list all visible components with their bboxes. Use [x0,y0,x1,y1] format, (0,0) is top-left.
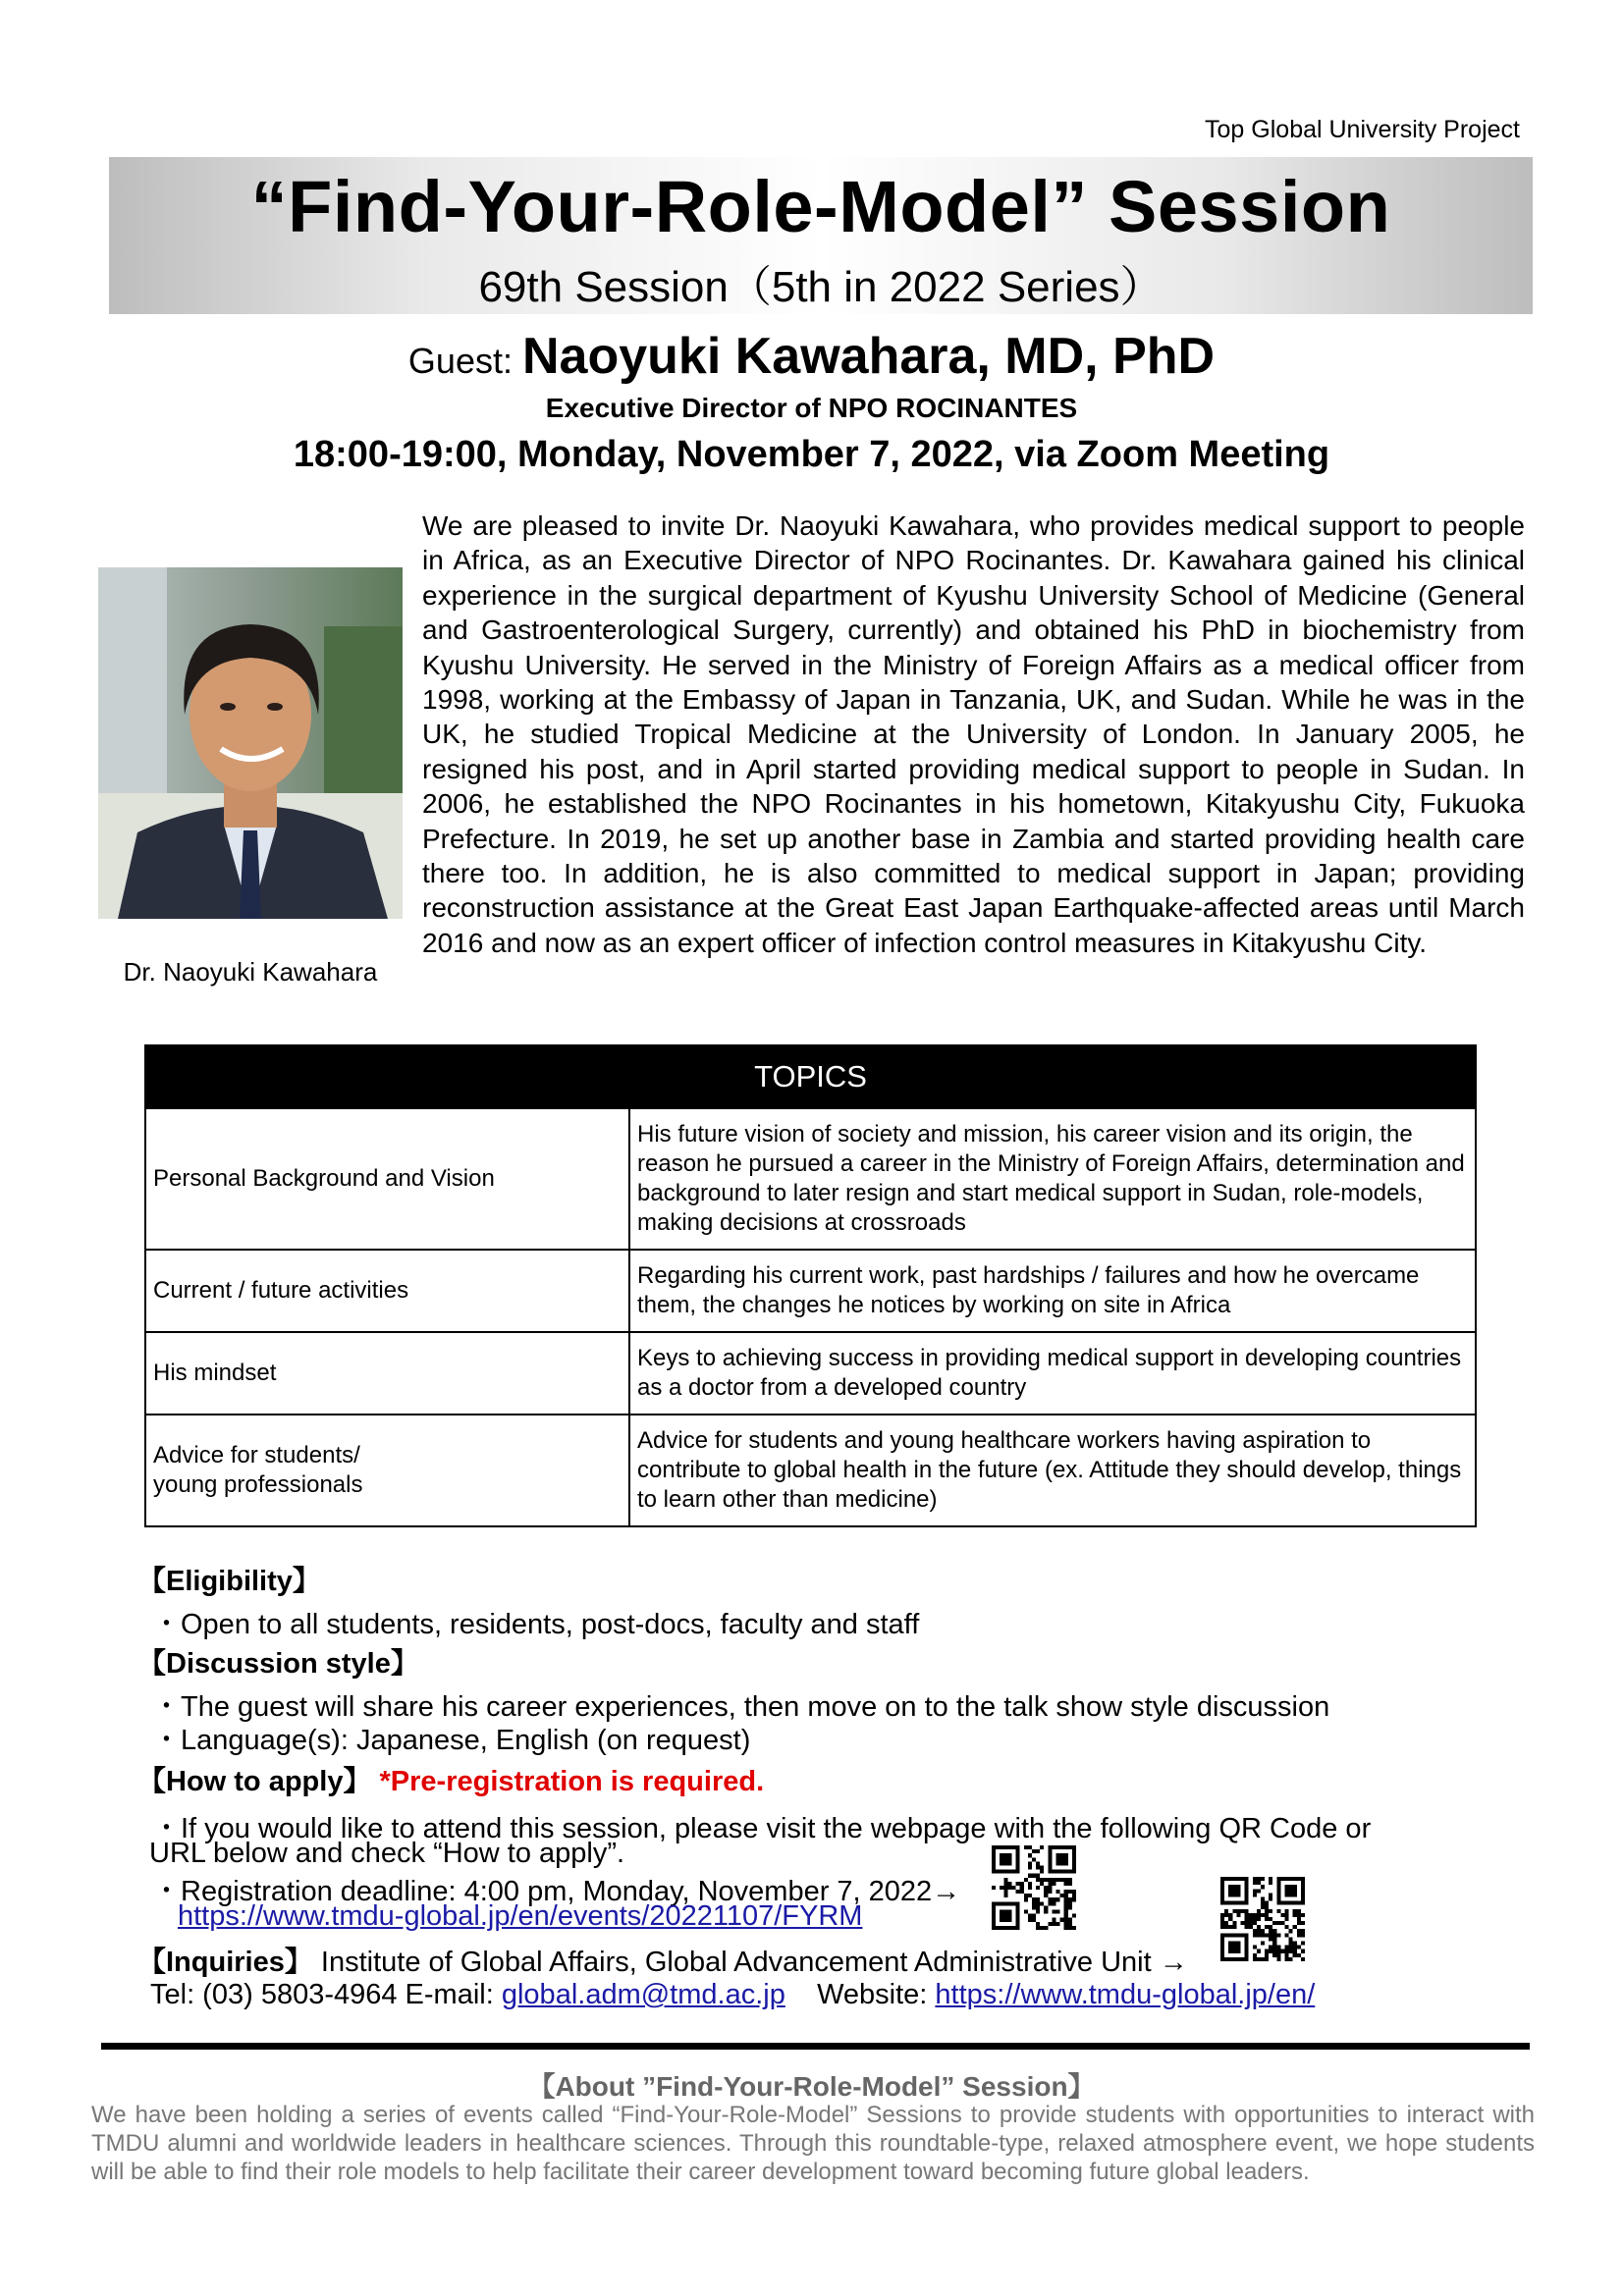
guest-role: Executive Director of NPO ROCINANTES [545,393,1078,423]
registration-qr-code[interactable] [992,1845,1076,1930]
apply-heading-line [137,1759,764,1799]
discussion-item: ・Language(s): Japanese, English (on request) [152,1725,751,1756]
contact-line [150,1979,1315,2011]
discussion-heading: 【Discussion style】 [137,1648,419,1680]
photo-caption: Dr. Naoyuki Kawahara [123,957,378,987]
topic-cell [145,1415,629,1526]
qr-code-icon [992,1845,1076,1930]
apply-instruction: URL below and check “How to apply”. [149,1838,625,1869]
table-row [145,1332,1476,1415]
guest-name: Naoyuki Kawahara, MD, PhD [522,328,1216,385]
table-row [145,1250,1476,1332]
topic-detail-cell: Advice for students and young healthcare workers having aspiration to contribute to global health in the future (ex. Attitude they should develop, things to learn other than medicine) [629,1415,1476,1526]
event-datetime: 18:00-19:00, Monday, November 7, 2022, via Zoom Meeting [293,434,1330,475]
registration-link[interactable]: https://www.tmdu-global.jp/en/events/20221107/FYRM [178,1900,863,1932]
about-heading: 【About ”Find-Your-Role-Model” Session】 [527,2071,1096,2102]
website-qr-code[interactable] [1220,1877,1305,1961]
project-label: Top Global University Project [1205,116,1520,143]
title-banner [109,157,1533,314]
topic-cell: Personal Background and Vision [145,1108,629,1250]
session-subtitle: 69th Session（5th in 2022 Series） [478,263,1163,311]
topic-detail-cell: Regarding his current work, past hardships / failures and how he overcame them, the changes he notices by working on site in Africa [629,1250,1476,1332]
guest-line [0,327,1623,386]
eligibility-heading: 【Eligibility】 [137,1566,321,1597]
topic-line: Advice for students/ [153,1442,360,1468]
topic-line: young professionals [153,1471,363,1498]
page-title: “Find-Your-Role-Model” Session [250,166,1391,247]
eligibility-item: ・Open to all students, residents, post-docs, faculty and staff [152,1609,920,1640]
table-row [145,1415,1476,1526]
topic-detail-cell: Keys to achieving success in providing medical support in developing countries as a doctor from a developed country [629,1332,1476,1415]
registration-required-note: *Pre-registration is required. [379,1766,765,1797]
topics-heading: TOPICS [145,1045,1476,1108]
about-text: We have been holding a series of events called “Find-Your-Role-Model” Sessions to provide students with opportunities to interact with TMDU alumni and worldwide leaders in healthcare sciences. Through this roundtable-type, relaxed atmosphere event, we hope students will be able to find their role models to help facilitate their career development toward becoming future global leaders. [91,2102,1535,2185]
topic-detail-cell: His future vision of society and mission, his career vision and its origin, the reason he pursued a career in the Ministry of Foreign Affairs, determination and background to later resign and start medical support in Sudan, role-models, making decisions at crossroads [629,1108,1476,1250]
apply-heading: 【How to apply】 [137,1766,372,1797]
qr-code-icon [1220,1877,1305,1961]
registration-deadline: ・Registration deadline: 4:00 pm, Monday, November 7, 2022→ [152,1876,961,1907]
table-row [145,1108,1476,1250]
email-link[interactable]: global.adm@tmd.ac.jp [501,1979,785,2010]
inquiries-text: Institute of Global Affairs, Global Advancement Administrative Unit → [320,1947,1188,1978]
inquiries-heading: 【Inquiries】 [137,1947,313,1978]
guest-photo [98,567,403,919]
contact-tel: Tel: (03) 5803-4964 E-mail: [150,1979,494,2010]
website-link[interactable]: https://www.tmdu-global.jp/en/ [935,1979,1316,2010]
topics-table [144,1044,1477,1527]
guest-biography: We are pleased to invite Dr. Naoyuki Kawahara, who provides medical support to people in Africa, as an Executive Director of NPO Rocinantes. Dr. Kawahara gained his clinical experience in the surgical department of Kyushu University School of Medicine (General and Gastroenterological Surgery, currently) and obtained his PhD in biochemistry from Kyushu University. He served in the Ministry of Foreign Affairs as a medical officer from 1998, working at the Embassy of Japan in Tanzania, UK, and Sudan. While he was in the UK, he studied Tropical Medicine at the University of London. In January 2005, he resigned his post, and in April started providing medical support to people in Sudan. In 2006, he established the NPO Rocinantes in his hometown, Kitakyushu City, Fukuoka Prefecture. In 2019, he set up another base in Zambia and started providing health care there too. In addition, he is also committed to medical support in Japan; providing reconstruction assistance at the Great East Japan Earthquake-affected areas until March 2016 and now as an expert officer of infection control measures in Kitakyushu City. [422,510,1525,958]
apply-instruction: ・If you would like to attend this session, please visit the webpage with the following QR Code or [152,1813,1372,1844]
divider [101,2043,1530,2050]
topic-cell: His mindset [145,1332,629,1415]
website-label: Website: [817,1979,928,2010]
guest-label: Guest: [407,341,513,381]
discussion-item: ・The guest will share his career experiences, then move on to the talk show style discussion [152,1691,1330,1723]
inquiries-line [137,1940,1188,1980]
topic-cell: Current / future activities [145,1250,629,1332]
